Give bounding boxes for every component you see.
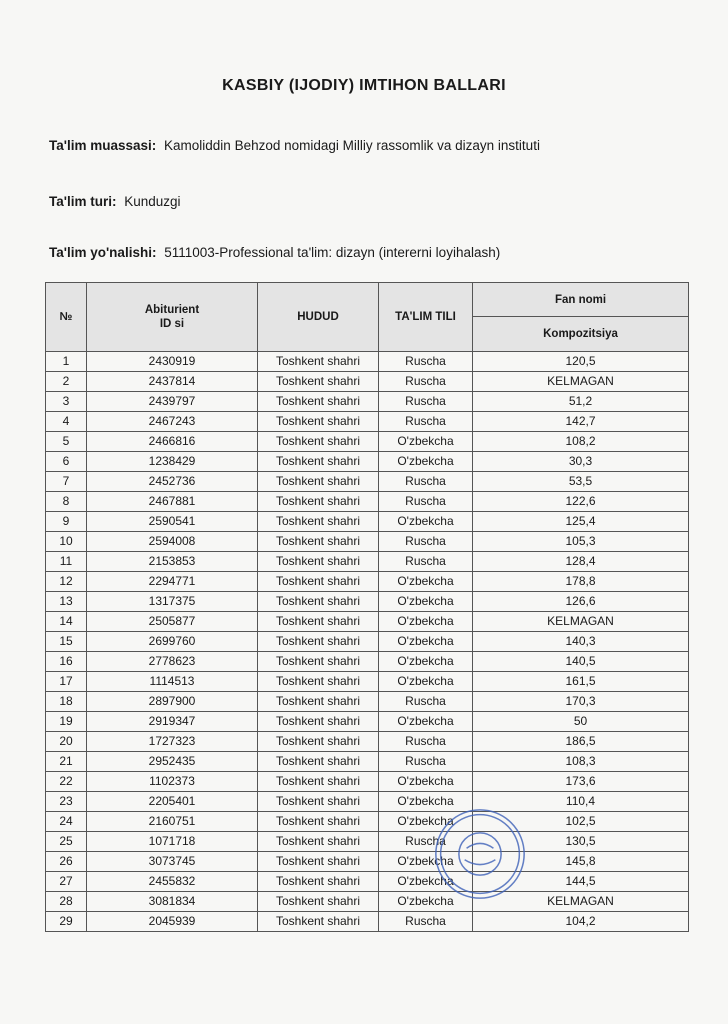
table-row [46,852,689,872]
row-number-cell: 7 [46,472,87,492]
table-row [46,392,689,412]
region-cell: Toshkent shahri [258,892,379,912]
score-cell: 186,5 [473,732,689,752]
results-table-wrapper [45,282,689,932]
region-cell: Toshkent shahri [258,812,379,832]
region-cell: Toshkent shahri [258,752,379,772]
region-cell: Toshkent shahri [258,652,379,672]
applicant-id-cell: 2594008 [87,532,258,552]
row-number-cell: 21 [46,752,87,772]
study-type-value: Kunduzgi [124,194,181,209]
table-row [46,792,689,812]
table-row [46,632,689,652]
language-cell: O'zbekcha [379,772,473,792]
row-number-cell: 18 [46,692,87,712]
row-number-cell: 24 [46,812,87,832]
score-cell: 130,5 [473,832,689,852]
score-cell: 105,3 [473,532,689,552]
row-number-cell: 17 [46,672,87,692]
score-cell: 110,4 [473,792,689,812]
study-type-line [49,194,181,209]
language-cell: Ruscha [379,372,473,392]
region-cell: Toshkent shahri [258,612,379,632]
row-number-cell: 14 [46,612,87,632]
applicant-id-cell: 2952435 [87,752,258,772]
score-cell: 51,2 [473,392,689,412]
page-title: KASBIY (IJODIY) IMTIHON BALLARI [222,77,506,94]
applicant-id-cell: 1114513 [87,672,258,692]
region-cell: Toshkent shahri [258,912,379,932]
direction-line [49,245,500,260]
language-cell: Ruscha [379,392,473,412]
table-row [46,492,689,512]
applicant-id-cell: 2467881 [87,492,258,512]
header-subject: Kompozitsiya [473,317,689,352]
language-cell: Ruscha [379,492,473,512]
score-cell: 108,3 [473,752,689,772]
applicant-id-cell: 2045939 [87,912,258,932]
score-cell: 50 [473,712,689,732]
region-cell: Toshkent shahri [258,512,379,532]
score-cell: 53,5 [473,472,689,492]
language-cell: O'zbekcha [379,452,473,472]
score-cell: 145,8 [473,852,689,872]
language-cell: Ruscha [379,472,473,492]
row-number-cell: 15 [46,632,87,652]
language-cell: Ruscha [379,692,473,712]
header-id-line1: Abiturient [144,304,200,316]
region-cell: Toshkent shahri [258,492,379,512]
table-row [46,592,689,612]
header-number: № [46,283,87,352]
applicant-id-cell: 2466816 [87,432,258,452]
row-number-cell: 16 [46,652,87,672]
language-cell: O'zbekcha [379,572,473,592]
table-row [46,892,689,912]
table-row [46,512,689,532]
applicant-id-cell: 2439797 [87,392,258,412]
applicant-id-cell: 2897900 [87,692,258,712]
language-cell: O'zbekcha [379,852,473,872]
row-number-cell: 1 [46,352,87,372]
score-cell: 144,5 [473,872,689,892]
region-cell: Toshkent shahri [258,432,379,452]
table-row [46,772,689,792]
language-cell: O'zbekcha [379,512,473,532]
language-cell: O'zbekcha [379,672,473,692]
table-row [46,412,689,432]
table-row [46,732,689,752]
applicant-id-cell: 2205401 [87,792,258,812]
header-id-line2: ID si [159,318,185,330]
table-row [46,352,689,372]
results-table [45,282,689,932]
score-cell: 128,4 [473,552,689,572]
applicant-id-cell: 2430919 [87,352,258,372]
score-cell: 126,6 [473,592,689,612]
language-cell: O'zbekcha [379,892,473,912]
applicant-id-cell: 1102373 [87,772,258,792]
table-row [46,872,689,892]
header-region: HUDUD [258,283,379,352]
language-cell: Ruscha [379,832,473,852]
row-number-cell: 28 [46,892,87,912]
region-cell: Toshkent shahri [258,852,379,872]
region-cell: Toshkent shahri [258,632,379,652]
direction-label: Ta'lim yo'nalishi: [49,245,157,260]
applicant-id-cell: 2467243 [87,412,258,432]
applicant-id-cell: 1238429 [87,452,258,472]
row-number-cell: 22 [46,772,87,792]
table-row [46,712,689,732]
applicant-id-cell: 1727323 [87,732,258,752]
row-number-cell: 25 [46,832,87,852]
region-cell: Toshkent shahri [258,792,379,812]
region-cell: Toshkent shahri [258,732,379,752]
table-row [46,572,689,592]
score-cell: KELMAGAN [473,372,689,392]
region-cell: Toshkent shahri [258,712,379,732]
region-cell: Toshkent shahri [258,832,379,852]
region-cell: Toshkent shahri [258,772,379,792]
table-row [46,812,689,832]
region-cell: Toshkent shahri [258,672,379,692]
row-number-cell: 13 [46,592,87,612]
score-cell: 108,2 [473,432,689,452]
row-number-cell: 6 [46,452,87,472]
table-row [46,652,689,672]
score-cell: 140,3 [473,632,689,652]
score-cell: 173,6 [473,772,689,792]
applicant-id-cell: 2778623 [87,652,258,672]
language-cell: Ruscha [379,352,473,372]
row-number-cell: 10 [46,532,87,552]
language-cell: O'zbekcha [379,792,473,812]
row-number-cell: 11 [46,552,87,572]
table-row [46,612,689,632]
table-row [46,432,689,452]
table-row [46,692,689,712]
region-cell: Toshkent shahri [258,472,379,492]
score-cell: 140,5 [473,652,689,672]
region-cell: Toshkent shahri [258,572,379,592]
row-number-cell: 27 [46,872,87,892]
language-cell: O'zbekcha [379,712,473,732]
applicant-id-cell: 3073745 [87,852,258,872]
row-number-cell: 2 [46,372,87,392]
table-row [46,752,689,772]
language-cell: Ruscha [379,412,473,432]
table-row [46,472,689,492]
region-cell: Toshkent shahri [258,392,379,412]
language-cell: O'zbekcha [379,612,473,632]
score-cell: KELMAGAN [473,892,689,912]
score-cell: 120,5 [473,352,689,372]
region-cell: Toshkent shahri [258,692,379,712]
language-cell: O'zbekcha [379,432,473,452]
institution-value: Kamoliddin Behzod nomidagi Milliy rassomlik va dizayn instituti [164,138,540,153]
table-row [46,452,689,472]
row-number-cell: 3 [46,392,87,412]
applicant-id-cell: 1071718 [87,832,258,852]
table-row [46,372,689,392]
language-cell: Ruscha [379,732,473,752]
region-cell: Toshkent shahri [258,352,379,372]
row-number-cell: 29 [46,912,87,932]
language-cell: Ruscha [379,532,473,552]
row-number-cell: 8 [46,492,87,512]
row-number-cell: 20 [46,732,87,752]
applicant-id-cell: 2699760 [87,632,258,652]
direction-value: 5111003-Professional ta'lim: dizayn (intererni loyihalash) [164,245,501,260]
score-cell: 161,5 [473,672,689,692]
region-cell: Toshkent shahri [258,552,379,572]
region-cell: Toshkent shahri [258,372,379,392]
language-cell: O'zbekcha [379,872,473,892]
table-row [46,912,689,932]
score-cell: 142,7 [473,412,689,432]
header-applicant-id [87,283,258,352]
language-cell: O'zbekcha [379,632,473,652]
score-cell: 178,8 [473,572,689,592]
region-cell: Toshkent shahri [258,532,379,552]
institution-line [49,138,540,153]
applicant-id-cell: 1317375 [87,592,258,612]
applicant-id-cell: 2160751 [87,812,258,832]
header-language: TA'LIM TILI [379,283,473,352]
score-cell: 170,3 [473,692,689,712]
language-cell: Ruscha [379,552,473,572]
score-cell: 125,4 [473,512,689,532]
score-cell: 122,6 [473,492,689,512]
score-cell: 102,5 [473,812,689,832]
row-number-cell: 19 [46,712,87,732]
language-cell: O'zbekcha [379,652,473,672]
applicant-id-cell: 2590541 [87,512,258,532]
table-row [46,672,689,692]
region-cell: Toshkent shahri [258,412,379,432]
region-cell: Toshkent shahri [258,872,379,892]
language-cell: Ruscha [379,912,473,932]
row-number-cell: 12 [46,572,87,592]
applicant-id-cell: 2294771 [87,572,258,592]
row-number-cell: 9 [46,512,87,532]
applicant-id-cell: 2455832 [87,872,258,892]
language-cell: O'zbekcha [379,812,473,832]
header-subject-name: Fan nomi [473,283,689,317]
row-number-cell: 26 [46,852,87,872]
row-number-cell: 4 [46,412,87,432]
applicant-id-cell: 2919347 [87,712,258,732]
score-cell: KELMAGAN [473,612,689,632]
language-cell: O'zbekcha [379,592,473,612]
study-type-label: Ta'lim turi: [49,194,117,209]
table-row [46,832,689,852]
applicant-id-cell: 3081834 [87,892,258,912]
score-cell: 104,2 [473,912,689,932]
institution-label: Ta'lim muassasi: [49,138,157,153]
table-row [46,532,689,552]
row-number-cell: 23 [46,792,87,812]
score-cell: 30,3 [473,452,689,472]
results-table-body [46,352,689,932]
region-cell: Toshkent shahri [258,452,379,472]
applicant-id-cell: 2437814 [87,372,258,392]
applicant-id-cell: 2452736 [87,472,258,492]
applicant-id-cell: 2505877 [87,612,258,632]
region-cell: Toshkent shahri [258,592,379,612]
applicant-id-cell: 2153853 [87,552,258,572]
language-cell: Ruscha [379,752,473,772]
row-number-cell: 5 [46,432,87,452]
table-row [46,552,689,572]
